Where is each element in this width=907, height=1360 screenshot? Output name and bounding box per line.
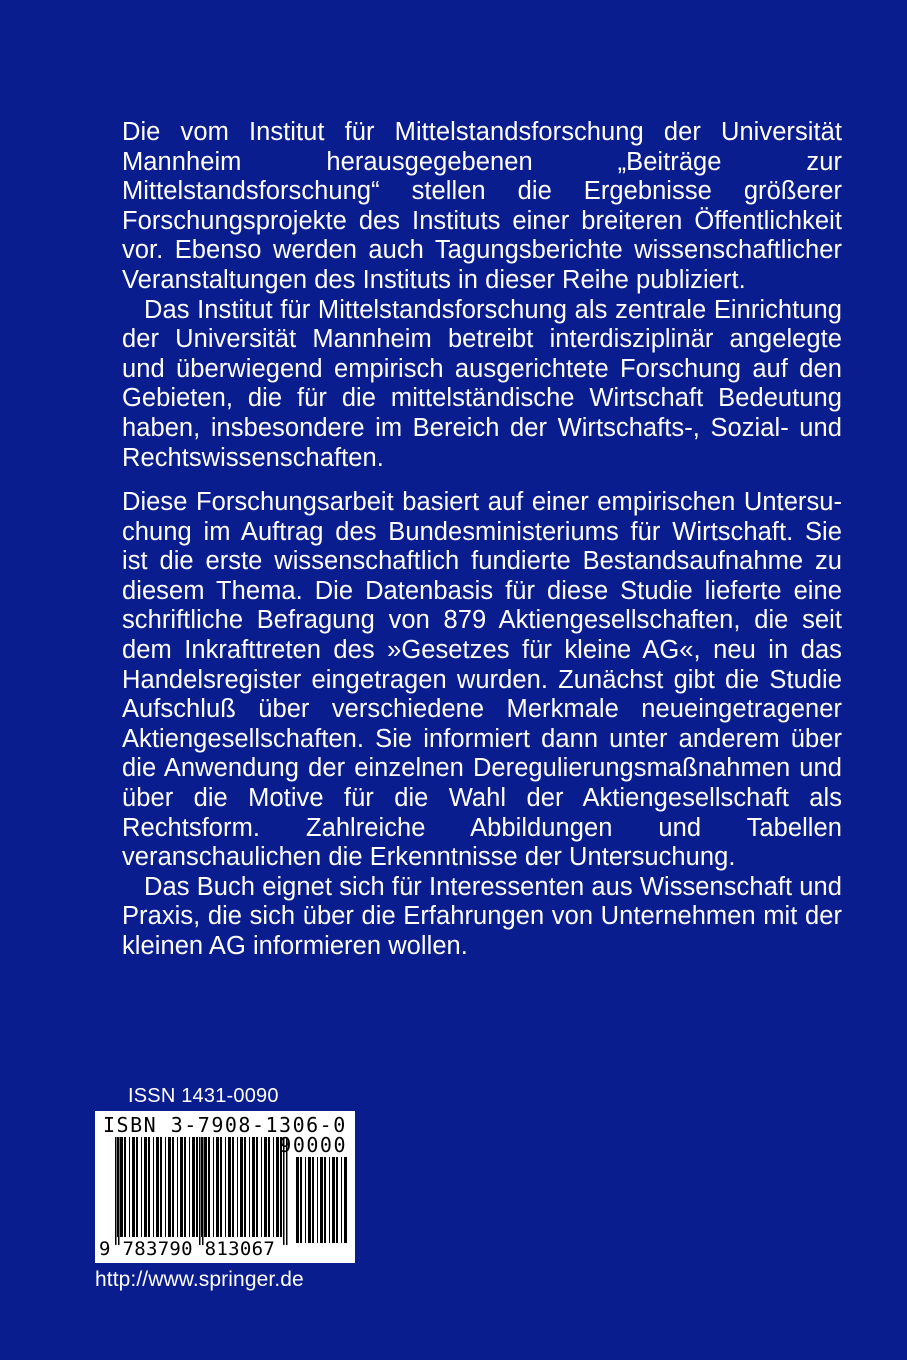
barcode-bar [189,1137,190,1237]
barcode-bar [168,1137,171,1237]
barcode-bar [204,1137,207,1237]
barcode-bar [336,1157,338,1243]
barcode-bar [324,1157,326,1243]
barcode-bar [117,1137,118,1237]
barcode-bar [184,1137,186,1237]
barcode-bar [329,1157,330,1243]
barcode-bar [216,1137,219,1237]
barcode-bar [156,1137,159,1237]
barcode-bar [177,1137,178,1237]
barcode-bar [144,1137,147,1237]
barcode-bar [320,1157,323,1243]
barcode-bar [296,1157,299,1243]
barcode-bar [261,1137,262,1237]
barcode-bar [240,1137,243,1237]
barcode-bar [120,1137,123,1237]
barcode-bar [249,1137,250,1237]
barcode-bar [136,1137,138,1237]
barcode-bar [132,1137,135,1237]
barcode-bar [225,1137,226,1237]
barcode-bar [213,1137,214,1237]
series-paragraph-1: Die vom Institut für Mittelstandsforschung der Universität Mannheim herausgegebenen „Beiträge zur Mittelstandsforschung“ stellen die Ergebnisse größerer Forschungsprojekte des Instituts einer breiteren Öffentlichkeit vor. Ebenso werden auch Tagungsberichte wissenschaftlicher Veranstaltungen des Instituts in dieser Reihe publiziert. [122,118,842,294]
ean-number: 9 783790 813067 [99,1238,276,1260]
barcode-bar [312,1157,314,1243]
book-description [122,488,842,962]
barcode-bar [192,1137,195,1237]
barcode-bar [332,1157,335,1243]
series-description [122,118,842,473]
price-addon: 90000 [279,1133,347,1157]
book-paragraph-2: Das Buch eignet sich für Interessenten aus Wissenschaft und Praxis, die sich über die Erfahrungen von Unternehmen mit der kleinen AG informieren wollen. [122,872,842,960]
barcode-bar [256,1137,258,1237]
barcode-bar [264,1137,267,1237]
barcode-bar [153,1137,154,1237]
barcode-bar [201,1137,202,1237]
book-paragraph-1: Diese Forschungsarbeit basiert auf einer empirischen Untersuchung im Auftrag des Bundesministeriums für Wirtschaft. Sie ist die erste wissenschaftlich fundierte Bestandsaufnahme zu diesem Thema. Die Datenbasis für diese Studie lieferte eine schriftliche Befragung von 879 Aktiengesellschaften, die seit dem Inkrafttreten des »Gesetzes für kleine AG«, neu in das Handelsregister eingetragen wurden. Zunächst gibt die Studie Aufschluß über verschiedene Merkmale neueingetragener Aktiengesellschaften. Sie informiert dann unter anderem über die Anwendung der einzelnen Deregulierungsmaßnahmen und über die Motive für die Wahl der Aktiengesellschaft als Rechtsform. Zahlreiche Abbildungen und Tabellen veranschaulichen die Erkenntnisse der Untersuchung. [122,488,842,872]
barcode-bar [232,1137,234,1237]
isbn-barcode [95,1111,355,1263]
barcode-bar [148,1137,150,1237]
barcode-bar [160,1137,162,1237]
barcode-guard-bar [202,1137,204,1245]
barcode-bar [268,1137,270,1237]
barcode-guard-bar [115,1137,117,1245]
isbn-number: ISBN 3-7908-1306-0 [103,1113,347,1137]
barcode-bar [124,1137,126,1237]
barcode-bar [305,1157,306,1243]
barcode-bar [317,1157,318,1243]
barcode-bar [196,1137,198,1237]
barcode-bar [165,1137,166,1237]
barcode-bar [273,1137,274,1237]
barcode-bar [129,1137,130,1237]
barcode-bar [308,1157,311,1243]
barcode-bar [237,1137,238,1237]
publisher-url[interactable]: http://www.springer.de [95,1268,304,1291]
barcode-bar [208,1137,210,1237]
barcode-bar [341,1157,342,1243]
barcode-bar [344,1157,347,1243]
barcode-bar [220,1137,222,1237]
barcode-bar [300,1157,302,1243]
barcode-bar [244,1137,246,1237]
issn-label: ISSN 1431-0090 [128,1085,279,1107]
series-paragraph-2: Das Institut für Mittelstandsforschung als zentrale Einrichtung der Universität Mannheim betreibt interdisziplinär angelegte und überwiegend empirisch ausgerichtete Forschung auf den Gebieten, die für die mittelständische Wirtschaft Bedeutung haben, insbesondere im Bereich der Wirtschafts-, Sozial- und Rechtswissenschaften. [122,295,842,472]
barcode-bar [228,1137,231,1237]
barcode-bar [141,1137,142,1237]
barcode-guard-bar [199,1137,201,1245]
barcode-bar [172,1137,174,1237]
barcode-bar [180,1137,183,1237]
barcode-bar [252,1137,255,1237]
barcode-guard-bar [118,1137,120,1245]
